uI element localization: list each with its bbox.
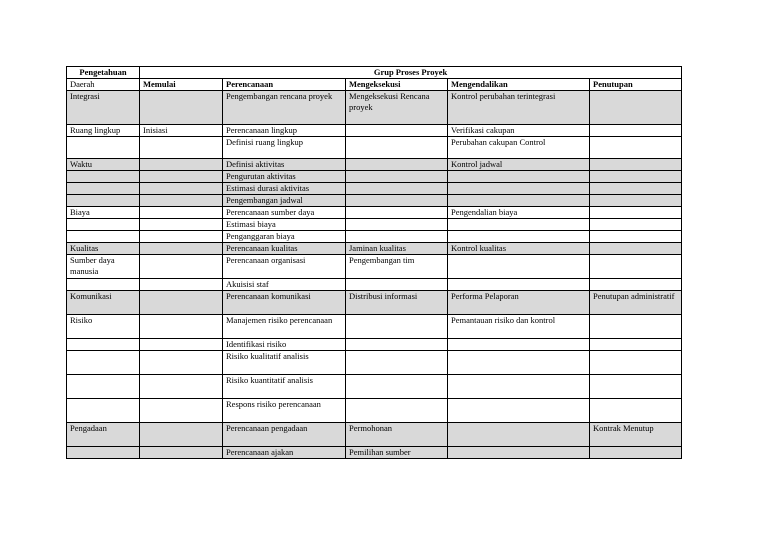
cell-executing: [346, 159, 448, 171]
cell-executing: [346, 231, 448, 243]
cell-initiating: [140, 339, 223, 351]
cell-initiating: [140, 315, 223, 339]
table-row: [67, 447, 682, 459]
cell-planning: Manajemen risiko perencanaan: [223, 315, 346, 339]
cell-knowledge-area: Risiko: [67, 315, 140, 339]
cell-initiating: [140, 207, 223, 219]
cell-initiating: [140, 231, 223, 243]
cell-initiating: [140, 291, 223, 315]
cell-initiating: [140, 183, 223, 195]
table-row: [67, 279, 682, 291]
cell-knowledge-area: [67, 351, 140, 375]
cell-planning: Identifikasi risiko: [223, 339, 346, 351]
process-group-table: [66, 66, 682, 459]
cell-knowledge-area: Sumber daya manusia: [67, 255, 140, 279]
table-row: [67, 351, 682, 375]
cell-planning: Definisi aktivitas: [223, 159, 346, 171]
cell-closing: [590, 231, 682, 243]
column-header-closing: Penutupan: [590, 79, 682, 91]
cell-closing: [590, 91, 682, 125]
cell-initiating: [140, 195, 223, 207]
cell-controlling: Verifikasi cakupan: [448, 125, 590, 137]
cell-executing: [346, 279, 448, 291]
table-row: [67, 291, 682, 315]
cell-controlling: [448, 279, 590, 291]
cell-closing: [590, 219, 682, 231]
cell-executing: [346, 137, 448, 159]
cell-knowledge-area: [67, 447, 140, 459]
cell-closing: [590, 183, 682, 195]
cell-planning: Perencanaan ajakan: [223, 447, 346, 459]
header-row-2: [67, 79, 682, 91]
cell-closing: Penutupan administratif: [590, 291, 682, 315]
cell-planning: Perencanaan kualitas: [223, 243, 346, 255]
table-row: [67, 243, 682, 255]
cell-initiating: [140, 447, 223, 459]
cell-initiating: Inisiasi: [140, 125, 223, 137]
cell-executing: Jaminan kualitas: [346, 243, 448, 255]
cell-knowledge-area: [67, 231, 140, 243]
cell-executing: [346, 171, 448, 183]
cell-planning: Definisi ruang lingkup: [223, 137, 346, 159]
cell-knowledge-area: [67, 183, 140, 195]
cell-initiating: [140, 399, 223, 423]
cell-initiating: [140, 171, 223, 183]
cell-knowledge-area: Ruang lingkup: [67, 125, 140, 137]
group-title: Grup Proses Proyek: [140, 67, 682, 79]
cell-knowledge-area: [67, 137, 140, 159]
cell-executing: [346, 219, 448, 231]
cell-knowledge-area: [67, 375, 140, 399]
cell-planning: Perencanaan lingkup: [223, 125, 346, 137]
knowledge-area-header: Pengetahuan: [67, 67, 140, 79]
cell-planning: Penganggaran biaya: [223, 231, 346, 243]
cell-executing: [346, 351, 448, 375]
cell-knowledge-area: [67, 339, 140, 351]
cell-executing: [346, 375, 448, 399]
table-row: [67, 195, 682, 207]
cell-controlling: [448, 351, 590, 375]
cell-planning: Risiko kuantitatif analisis: [223, 375, 346, 399]
table-row: [67, 159, 682, 171]
cell-knowledge-area: [67, 399, 140, 423]
table-row: [67, 339, 682, 351]
cell-knowledge-area: [67, 195, 140, 207]
cell-planning: Perencanaan komunikasi: [223, 291, 346, 315]
cell-closing: Kontrak Menutup: [590, 423, 682, 447]
cell-controlling: [448, 399, 590, 423]
cell-executing: [346, 183, 448, 195]
cell-closing: [590, 447, 682, 459]
cell-planning: Risiko kualitatif analisis: [223, 351, 346, 375]
cell-closing: [590, 399, 682, 423]
table-row: [67, 91, 682, 125]
cell-controlling: Pemantauan risiko dan kontrol: [448, 315, 590, 339]
cell-controlling: [448, 447, 590, 459]
table-row: [67, 423, 682, 447]
cell-executing: [346, 125, 448, 137]
cell-knowledge-area: Komunikasi: [67, 291, 140, 315]
column-header-controlling: Mengendalikan: [448, 79, 590, 91]
cell-knowledge-area: [67, 279, 140, 291]
cell-planning: Perencanaan pengadaan: [223, 423, 346, 447]
cell-closing: [590, 159, 682, 171]
cell-planning: Perencanaan sumber daya: [223, 207, 346, 219]
cell-initiating: [140, 243, 223, 255]
cell-closing: [590, 279, 682, 291]
cell-planning: Estimasi biaya: [223, 219, 346, 231]
cell-initiating: [140, 137, 223, 159]
cell-executing: [346, 339, 448, 351]
table-row: [67, 125, 682, 137]
cell-controlling: [448, 219, 590, 231]
cell-executing: Distribusi informasi: [346, 291, 448, 315]
cell-knowledge-area: Waktu: [67, 159, 140, 171]
cell-planning: Respons risiko perencanaan: [223, 399, 346, 423]
cell-executing: [346, 315, 448, 339]
cell-initiating: [140, 423, 223, 447]
cell-controlling: [448, 195, 590, 207]
cell-controlling: [448, 423, 590, 447]
cell-executing: Pengembangan tim: [346, 255, 448, 279]
cell-closing: [590, 195, 682, 207]
cell-closing: [590, 207, 682, 219]
cell-planning: Pengembangan jadwal: [223, 195, 346, 207]
table-row: [67, 399, 682, 423]
column-header-planning: Perencanaan: [223, 79, 346, 91]
table-row: [67, 137, 682, 159]
knowledge-area-header-line2: Daerah: [67, 79, 140, 91]
cell-controlling: [448, 375, 590, 399]
table-row: [67, 255, 682, 279]
table-row: [67, 315, 682, 339]
table-row: [67, 171, 682, 183]
cell-controlling: [448, 339, 590, 351]
table-row: [67, 231, 682, 243]
cell-initiating: [140, 279, 223, 291]
cell-knowledge-area: Integrasi: [67, 91, 140, 125]
cell-planning: Estimasi durasi aktivitas: [223, 183, 346, 195]
cell-executing: Permohonan: [346, 423, 448, 447]
cell-initiating: [140, 351, 223, 375]
cell-knowledge-area: Pengadaan: [67, 423, 140, 447]
cell-executing: Pemilihan sumber: [346, 447, 448, 459]
cell-closing: [590, 351, 682, 375]
cell-initiating: [140, 159, 223, 171]
cell-planning: Pengurutan aktivitas: [223, 171, 346, 183]
cell-closing: [590, 255, 682, 279]
cell-controlling: [448, 231, 590, 243]
cell-controlling: Kontrol kualitas: [448, 243, 590, 255]
cell-closing: [590, 339, 682, 351]
cell-executing: [346, 207, 448, 219]
cell-executing: Mengeksekusi Rencana proyek: [346, 91, 448, 125]
cell-controlling: Kontrol jadwal: [448, 159, 590, 171]
table-row: [67, 207, 682, 219]
cell-controlling: Perubahan cakupan Control: [448, 137, 590, 159]
column-header-executing: Mengeksekusi: [346, 79, 448, 91]
header-row-1: [67, 67, 682, 79]
table-row: [67, 183, 682, 195]
table-row: [67, 375, 682, 399]
cell-closing: [590, 137, 682, 159]
cell-closing: [590, 243, 682, 255]
cell-knowledge-area: [67, 219, 140, 231]
cell-executing: [346, 195, 448, 207]
cell-controlling: [448, 171, 590, 183]
cell-executing: [346, 399, 448, 423]
cell-initiating: [140, 91, 223, 125]
cell-controlling: [448, 255, 590, 279]
cell-planning: Pengembangan rencana proyek: [223, 91, 346, 125]
cell-closing: [590, 375, 682, 399]
cell-closing: [590, 315, 682, 339]
cell-controlling: Kontrol perubahan terintegrasi: [448, 91, 590, 125]
table-row: [67, 219, 682, 231]
cell-controlling: Pengendalian biaya: [448, 207, 590, 219]
column-header-initiating: Memulai: [140, 79, 223, 91]
cell-initiating: [140, 255, 223, 279]
cell-closing: [590, 125, 682, 137]
cell-knowledge-area: [67, 171, 140, 183]
cell-controlling: Performa Pelaporan: [448, 291, 590, 315]
cell-controlling: [448, 183, 590, 195]
cell-initiating: [140, 219, 223, 231]
cell-initiating: [140, 375, 223, 399]
cell-knowledge-area: Biaya: [67, 207, 140, 219]
cell-planning: Akuisisi staf: [223, 279, 346, 291]
cell-planning: Perencanaan organisasi: [223, 255, 346, 279]
cell-closing: [590, 171, 682, 183]
cell-knowledge-area: Kualitas: [67, 243, 140, 255]
